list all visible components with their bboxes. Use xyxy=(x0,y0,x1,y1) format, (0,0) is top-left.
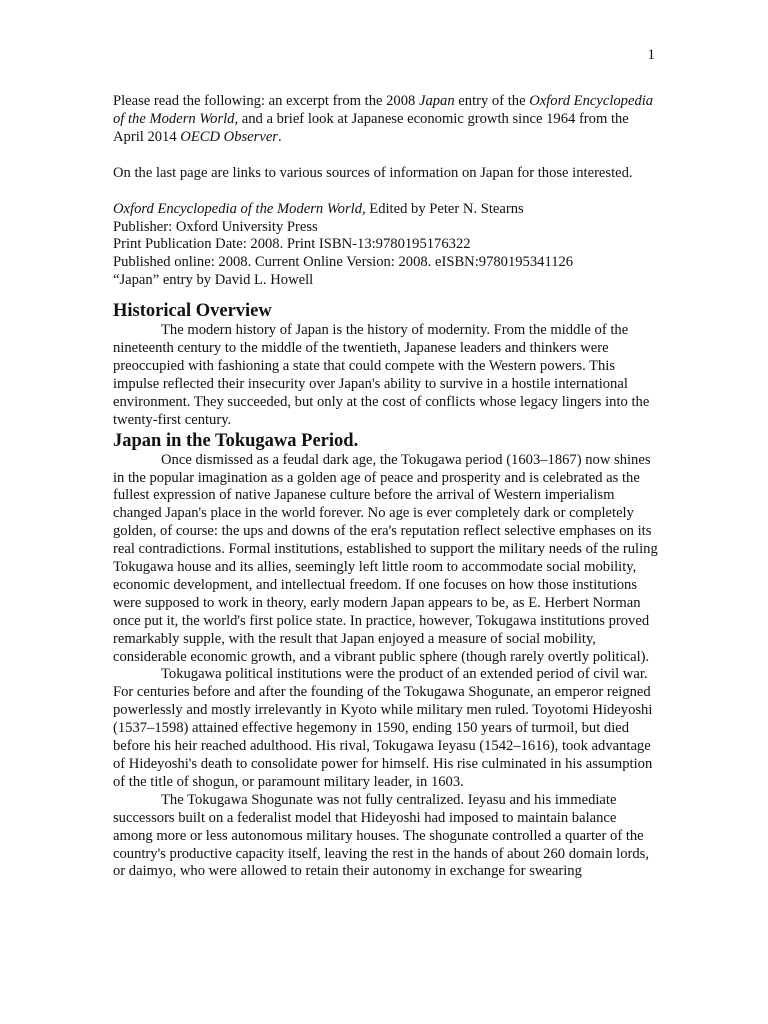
tokugawa-paragraph-1: Once dismissed as a feudal dark age, the Tokugawa period (1603–1867) now shines in the popular imagination as a golden age of peace and prosperity and is celebrated as the fullest expression of native Japanese culture before the arrival of Western imperialism changed Japan's place in the world forever. No age is ever completely dark or completely golden, of course: the ups and downs of the era's reputation reflect selective emphases on its real contradictions. Formal institutions, established to support the military needs of the ruling Tokugawa house and its allies, seemingly left little room to accommodate social mobility, economic development, and intellectual freedom. If one focuses on how those institutions were supposed to work in theory, early modern Japan appears to be, as E. Herbert Norman once put it, the world's first police state. In practice, however, Tokugawa institutions proved remarkably supple, with the result that Japan enjoyed a measure of social mobility, considerable economic growth, and a vibrant public sphere (though rarely overtly political). xyxy=(113,451,658,665)
citation-title-line xyxy=(113,201,658,219)
intro-encyclopedia-title: Oxford Encyclopedia of the Modern World, xyxy=(113,93,654,127)
citation-title: Oxford Encyclopedia of the Modern World, xyxy=(113,200,366,217)
intro-text: . xyxy=(277,128,282,145)
intro-text: entry of the xyxy=(454,93,530,109)
intro-text: Please read the following: an excerpt from the 2008 xyxy=(113,93,419,109)
citation-publisher: Publisher: Oxford University Press xyxy=(113,218,318,235)
citation-print: Print Publication Date: 2008. Print ISBN-13:9780195176322 xyxy=(113,236,471,253)
citation-block xyxy=(113,201,658,291)
section-heading-tokugawa: Japan in the Tokugawa Period. xyxy=(113,430,359,451)
page-number: 1 xyxy=(647,47,655,63)
historical-paragraph: The modern history of Japan is the history of modernity. From the middle of the nineteenth century to the middle of the twentieth, Japanese leaders and thinkers were preoccupied with fashioning a state that could compete with the Western powers. This impulse reflected their insecurity over Japan's ability to survive in a hostile international environment. They succeeded, but only at the cost of conflicts whose legacy lingers into the twenty-first century. xyxy=(113,322,650,428)
tokugawa-paragraph-2: Tokugawa political institutions were the product of an extended period of civil war. For centuries before and after the founding of the Tokugawa Shogunate, an emperor reigned powerlessly and mostly irrelevantly in Kyoto while military men ruled. Toyotomi Hideyoshi (1537–1598) attained effective hegemony in 1590, ending 150 years of turmoil, but died before his heir reached adulthood. His rival, Tokugawa Ieyasu (1542–1616), took advantage of Hideyoshi's death to consolidate power for himself. His rise culminated in his assumption of the title of shogun, or paramount military leader, in 1603. xyxy=(113,666,653,790)
citation-editor: Edited by Peter N. Stearns xyxy=(365,200,524,217)
citation-entry: “Japan” entry by David L. Howell xyxy=(113,272,314,289)
tokugawa-paragraph-3: The Tokugawa Shogunate was not fully centralized. Ieyasu and his immediate successors built on a federalist model that Hideyoshi had imposed to maintain balance among more or less autonomous military houses. The shogunate controlled a quarter of the country's productive capacity itself, leaving the rest in the hands of about 260 domain lords, or daimyo, who were allowed to retain their autonomy in exchange for swearing xyxy=(113,791,649,880)
section-heading-historical: Historical Overview xyxy=(113,301,272,322)
intro-text: and a brief look at Japanese economic growth since 1964 from the April 2014 xyxy=(113,110,629,145)
intro-oecd-title: OECD Observer xyxy=(180,128,278,145)
citation-online: Published online: 2008. Current Online Version: 2008. eISBN:9780195341126 xyxy=(113,254,574,271)
intro-japan-title: Japan xyxy=(418,93,455,109)
links-note: On the last page are links to various sources of information on Japan for those interested. xyxy=(113,164,633,181)
document-body xyxy=(113,93,658,881)
intro-paragraph xyxy=(113,93,658,147)
